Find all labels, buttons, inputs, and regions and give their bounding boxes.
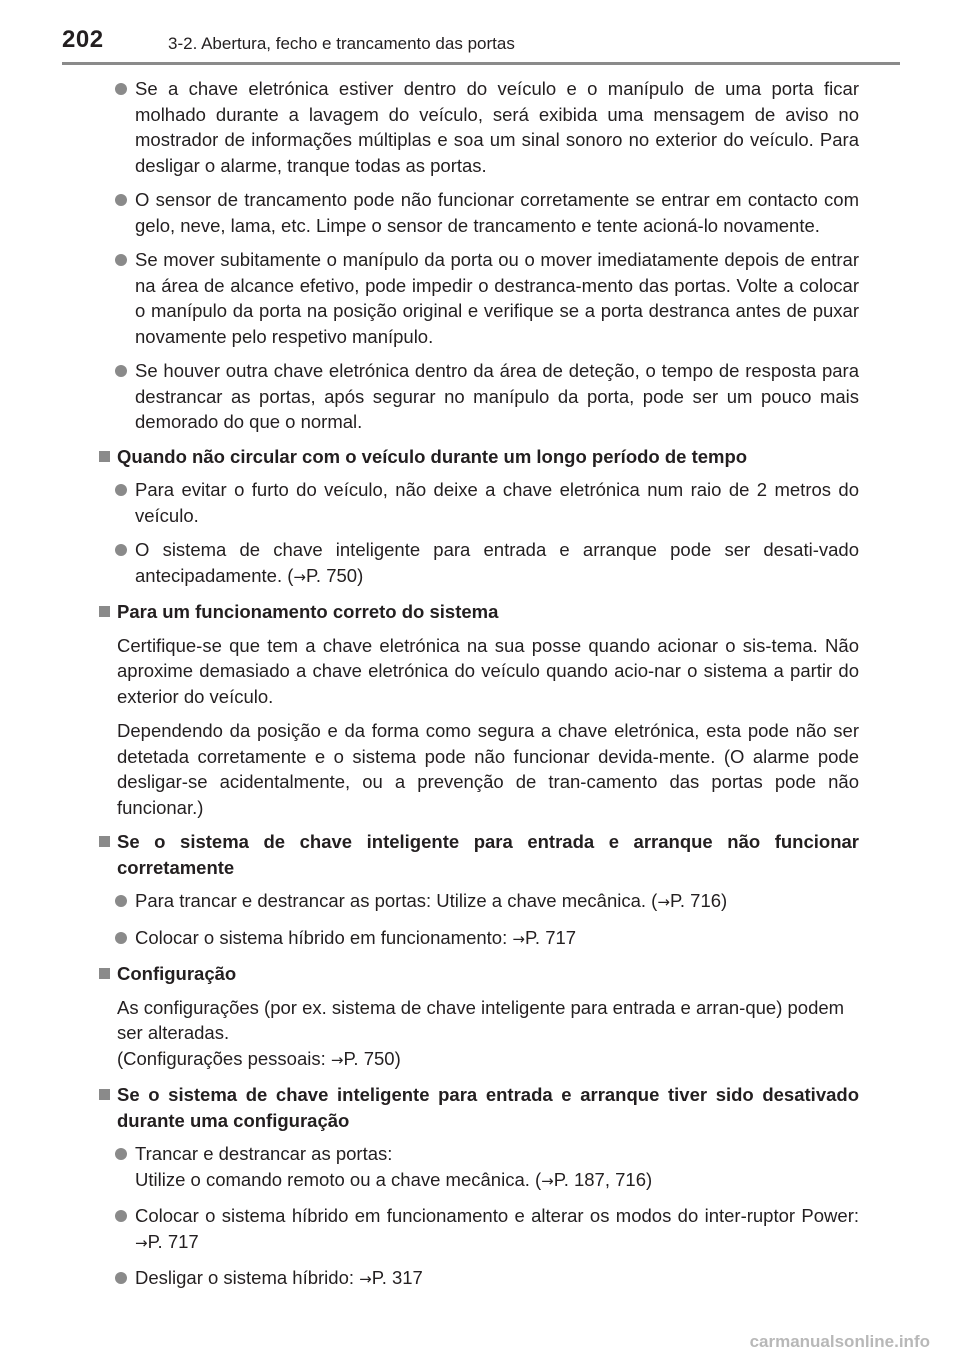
- section-heading: [99, 829, 859, 880]
- section-square-icon: [99, 1089, 110, 1100]
- page-reference: P. 716): [669, 890, 728, 911]
- paragraph: [99, 718, 859, 820]
- section-title: Quando não circular com o veículo durante um longo período de tempo: [117, 445, 748, 467]
- bullet-item: [99, 477, 859, 528]
- bullet-item: [99, 1203, 859, 1256]
- section-square-icon: [99, 836, 110, 847]
- paragraph-text: As configurações (por ex. sistema de chave inteligente para entrada e arran-que) podem ser alteradas.: [117, 996, 845, 1043]
- bullet-dot-icon: [115, 194, 127, 206]
- bullet-text: Para trancar e destrancar as portas: Utilize a chave mecânica. (: [135, 890, 658, 911]
- bullet-item: [99, 358, 859, 435]
- bullet-item: [99, 247, 859, 349]
- page-header: [62, 26, 900, 64]
- bullet-dot-icon: [115, 365, 127, 377]
- bullet-dot-icon: [115, 1148, 127, 1160]
- bullet-item: [99, 1265, 859, 1293]
- section-title: Se o sistema de chave inteligente para entrada e arranque tiver sido desativado durante uma configuração: [117, 1084, 859, 1131]
- bullet-dot-icon: [115, 1210, 127, 1222]
- section-long-period: [99, 444, 859, 591]
- page-reference: P. 317: [371, 1267, 423, 1288]
- bullet-dot-icon: [115, 484, 127, 496]
- bullet-dot-icon: [115, 895, 127, 907]
- bullet-item: [99, 925, 859, 953]
- bullet-text: Colocar o sistema híbrido em funcionamento e alterar os modos do inter-ruptor Power:: [135, 1205, 859, 1226]
- header-divider: [62, 62, 900, 65]
- paragraph: [99, 995, 859, 1074]
- bullet-item: [99, 888, 859, 916]
- section-heading: [99, 1082, 859, 1133]
- watermark: carmanualsonline.info: [749, 1332, 930, 1351]
- bullet-item: [99, 76, 859, 178]
- section-heading: [99, 444, 859, 470]
- bullet-dot-icon: [115, 544, 127, 556]
- bullet-item: [99, 537, 859, 590]
- bullet-text: Se mover subitamente o manípulo da porta ou o mover imediatamente depois de entrar na área de alcance efetivo, pode impedir o destranca-mento das portas. Volte a colocar o manípulo da porta na posição original e verifique se a porta destranca antes de puxar novamente pelo respetivo manípulo.: [135, 249, 859, 347]
- bullet-text: Se houver outra chave eletrónica dentro da área de deteção, o tempo de resposta para destrancar as portas, após segurar no manípulo da porta, pode ser um pouco mais demorado do que o normal.: [135, 360, 859, 432]
- bullet-dot-icon: [115, 932, 127, 944]
- paragraph-text: Dependendo da posição e da forma como segura a chave eletrónica, esta pode não ser detetada corretamente e o sistema pode não funcionar devida-mente. (O alarme pode desligar-se acidentalmente, ou a prevenção de tran-camento das portas pode não funcionar.): [117, 720, 859, 818]
- arrow-icon: →: [135, 1233, 148, 1252]
- arrow-icon: →: [512, 929, 525, 948]
- bullet-text: Desligar o sistema híbrido:: [135, 1267, 360, 1288]
- arrow-icon: →: [330, 1050, 344, 1069]
- page-reference: P. 717: [147, 1230, 199, 1252]
- page-reference: P. 717: [524, 926, 577, 948]
- arrow-icon: →: [359, 1270, 372, 1288]
- bullet-text: O sistema de chave inteligente para entrada e arranque pode ser desati-vado antecipadamente. (: [135, 539, 859, 586]
- paragraph-text: Certifique-se que tem a chave eletrónica na sua posse quando acionar o sis-tema. Não aproxime demasiado a chave eletrónica do veículo quando acio-nar o sistema a partir do exterior do veículo.: [117, 634, 859, 707]
- bullet-item: [99, 187, 859, 238]
- page-content: [99, 76, 859, 1302]
- arrow-icon: →: [657, 893, 670, 911]
- arrow-icon: →: [293, 567, 306, 586]
- section-correct-operation: [99, 599, 859, 820]
- paragraph: [99, 633, 859, 710]
- section-deactivated: [99, 1082, 859, 1293]
- section-square-icon: [99, 968, 110, 979]
- bullet-text: Colocar o sistema híbrido em funcionamento:: [135, 926, 513, 948]
- bullet-dot-icon: [115, 83, 127, 95]
- section-title: Configuração: [117, 963, 237, 984]
- paragraph-text: (Configurações pessoais:: [117, 1047, 331, 1069]
- page-reference: P. 187, 716): [553, 1168, 653, 1190]
- section-heading: [99, 599, 859, 625]
- section-heading: [99, 961, 859, 987]
- page-reference: P. 750): [343, 1047, 401, 1069]
- section-not-working: [99, 829, 859, 952]
- arrow-icon: →: [541, 1171, 554, 1190]
- bullet-text: O sensor de trancamento pode não funcionar corretamente se entrar em contacto com gelo, neve, lama, etc. Limpe o sensor de trancamento e tente acioná-lo novamente.: [135, 189, 859, 236]
- section-title: Se o sistema de chave inteligente para entrada e arranque não funcionar corretamente: [117, 831, 859, 878]
- bullet-text: Utilize o comando remoto ou a chave mecânica. (: [135, 1168, 542, 1190]
- section-square-icon: [99, 451, 110, 462]
- page-reference: P. 750): [305, 564, 364, 586]
- section-square-icon: [99, 606, 110, 617]
- bullet-item: [99, 1141, 859, 1194]
- page-number: 202: [62, 26, 104, 53]
- bullet-text: Trancar e destrancar as portas:: [135, 1143, 393, 1164]
- bullet-dot-icon: [115, 1272, 127, 1284]
- bullet-text: Para evitar o furto do veículo, não deixe a chave eletrónica num raio de 2 metros do veículo.: [135, 479, 859, 526]
- section-configuration: [99, 961, 859, 1073]
- section-title: Para um funcionamento correto do sistema: [117, 601, 499, 622]
- chapter-title: 3-2. Abertura, fecho e trancamento das portas: [168, 34, 515, 53]
- bullet-text: Se a chave eletrónica estiver dentro do veículo e o manípulo de uma porta ficar molhado durante a lavagem do veículo, será exibida uma mensagem de aviso no mostrador de informações múltiplas e soa um sinal sonoro no exterior do veículo. Para desligar o alarme, tranque todas as portas.: [135, 78, 859, 176]
- bullet-dot-icon: [115, 254, 127, 266]
